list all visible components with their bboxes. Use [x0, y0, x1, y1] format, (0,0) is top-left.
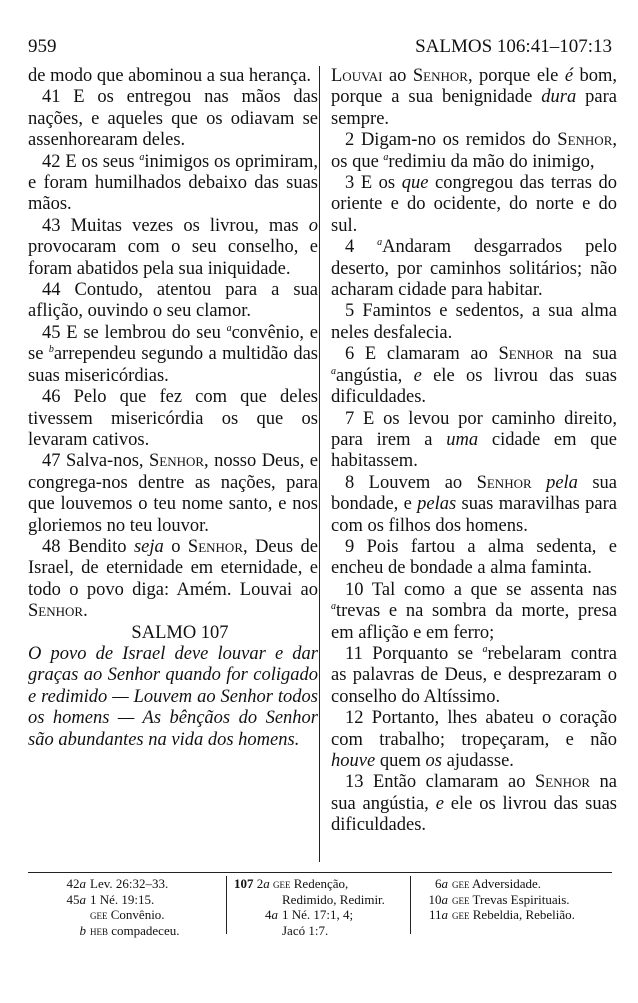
verse-13: 13 Então clamaram ao Senhor na sua angústia, e ele os livrou das suas dificuldades.	[331, 772, 617, 836]
left-column	[28, 66, 318, 751]
verse-5: 5 Famintos e sedentos, a sua alma neles desfalecia.	[331, 301, 617, 343]
footnote-45a-gee: gee Convênio.	[90, 907, 165, 922]
verse-9: 9 Pois fartou a alma sedenta, e encheu de bondade a alma faminta.	[331, 536, 617, 579]
footnote-6a: 6a gee Adversidade.	[435, 876, 541, 891]
verse-47: 47 Salva-nos, Senhor, nosso Deus, e congrega-nos dentre as nações, para que louvemos o teu nome santo, e nos gloriemos no teu louvor.	[28, 451, 318, 536]
footnote-42a: 42a Lev. 26:32–33.	[66, 876, 169, 891]
verse-10: 10 Tal como a que se assenta nas $^a$trevas e na sombra da morte, presa em aflição e em ferro;	[331, 579, 617, 643]
verse-48: 48 Bendito seja o Senhor, Deus de Israel, de eternidade em eternidade, e todo o povo diga: Amém. Louvai ao Senhor.	[28, 536, 318, 622]
footnote-11a: 11a gee Rebeldia, Rebelião.	[428, 907, 575, 922]
chapter-reference: SALMOS 106:41–107:13	[415, 36, 612, 57]
page-header	[28, 36, 612, 60]
verse-11: 11 Porquanto se $^a$rebelaram contra as palavras de Deus, e desprezaram o conselho do Altíssimo.	[331, 643, 617, 707]
footnote-45b: b heb compadeceu.	[79, 922, 180, 938]
verse-46: 46 Pelo que fez com que deles tivessem misericórdia os que os levaram cativos.	[28, 387, 318, 450]
right-column	[331, 66, 617, 837]
verse-3: 3 E os que congregou das terras do oriente e do ocidente, do norte e do sul.	[331, 173, 618, 236]
verse-12: 12 Portanto, lhes abateu o coração com trabalho; tropeçaram, e não houve quem os ajudasse.	[331, 708, 617, 771]
footnote-2a-cont: Redimido, Redimir.	[282, 891, 385, 907]
footnote-4a: 4a 1 Né. 17:1, 4;	[265, 907, 354, 922]
verse-45: 45 E se lembrou do seu $^a$convênio, e se $^b$arrependeu segundo a multidão das suas misericórdias.	[28, 322, 318, 386]
verse-4: 4 $^a$Andaram desgarrados pelo deserto, por caminhos solitários; não acharam cidade para habitar.	[331, 237, 617, 301]
verse-42: 42 E os seus $^a$inimigos os oprimiram, e foram humilhados debaixo das suas mãos.	[28, 151, 318, 215]
verse-7: 7 E os levou por caminho direito, para irem a uma cidade em que habitassem.	[331, 408, 617, 472]
footnote-45a: 45a 1 Né. 19:15.	[66, 891, 155, 907]
column-divider	[319, 66, 320, 862]
verse-41: 41 E os entregou nas mãos das nações, e aqueles que os odiavam se assenhorearam deles.	[28, 87, 318, 151]
verse-1: Louvai ao Senhor, porque ele é bom, porque a sua benignidade dura para sempre.	[331, 66, 618, 129]
psalm-summary: O povo de Israel deve louvar e dar graças ao Senhor quando for coligado e redimido — Louvem ao Senhor todos os homens — As bênçãos do Senhor são abundantes na vida dos homens.	[28, 643, 318, 750]
footnote-10a: 10a gee Trevas Espirituais.	[428, 891, 570, 907]
verse-44: 44 Contudo, atentou para a sua aflição, ouvindo o seu clamor.	[28, 280, 318, 322]
verse-2: 2 Digam-no os remidos do Senhor, os que $^a$redimiu da mão do inimigo,	[331, 130, 617, 172]
verse-8: 8 Louvem ao Senhor pela sua bondade, e pelas suas maravilhas para com os filhos dos homens.	[331, 472, 617, 536]
footnotes-col-2	[234, 876, 414, 938]
verse-43: 43 Muitas vezes os livrou, mas o provocaram com o seu conselho, e foram abatidos pela sua iniquidade.	[28, 215, 318, 279]
psalm-title: SALMO 107	[131, 622, 229, 643]
footnote-divider-2	[410, 876, 411, 934]
footnote-divider-1	[226, 876, 227, 934]
page-number: 959	[28, 36, 57, 57]
footnote-rule	[28, 872, 612, 873]
verse-6: 6 E clamaram ao Senhor na sua $^a$angústia, e ele os livrou das suas dificuldades.	[331, 344, 618, 408]
footnote-4a-cont: Jacó 1:7.	[282, 922, 329, 938]
verse-continuation: de modo que abominou a sua herança.	[28, 66, 312, 86]
footnote-107-2a: 107 2a gee Redenção,	[234, 876, 349, 891]
footnotes-col-1	[50, 876, 220, 938]
footnotes-col-3	[418, 876, 618, 923]
